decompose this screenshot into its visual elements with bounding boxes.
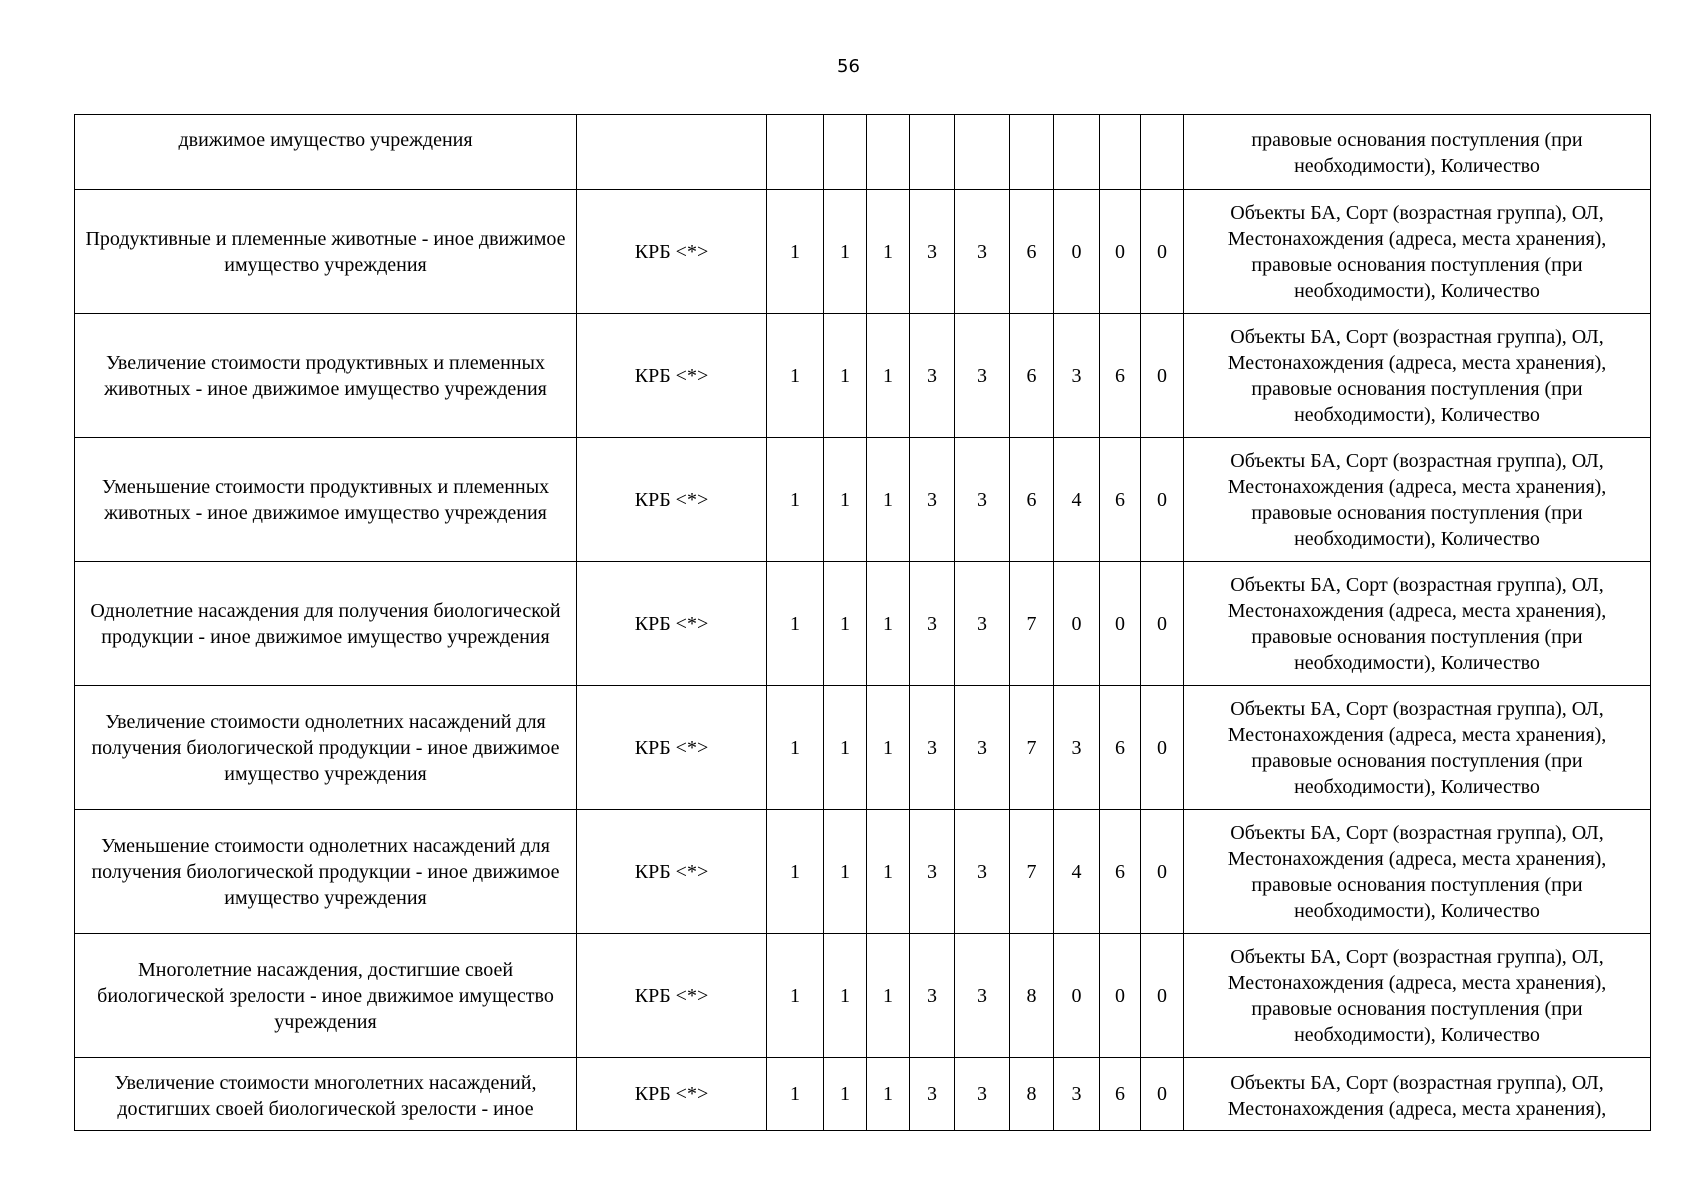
account-digit-cell: 7 — [1010, 562, 1054, 686]
table-row — [75, 810, 1651, 934]
page-number: 56 — [837, 56, 860, 77]
account-digit-cell — [955, 115, 1010, 190]
account-digit-cell: 0 — [1141, 810, 1184, 934]
account-digit-cell: 0 — [1054, 562, 1100, 686]
account-digit-cell: 1 — [767, 562, 824, 686]
account-digit-cell: 4 — [1054, 438, 1100, 562]
code-cell: КРБ <*> — [577, 934, 767, 1058]
account-digit-cell: 7 — [1010, 810, 1054, 934]
account-digit-cell: 7 — [1010, 686, 1054, 810]
account-digit-cell: 3 — [955, 810, 1010, 934]
account-digit-cell: 0 — [1141, 438, 1184, 562]
analytics-attributes-cell: Объекты БА, Сорт (возрастная группа), ОЛ, Местонахождения (адреса, места хранения), правовые основания поступления (при необходимости), Количество — [1184, 686, 1651, 810]
account-digit-cell: 3 — [910, 562, 955, 686]
account-digit-cell: 1 — [867, 1058, 910, 1131]
account-digit-cell: 0 — [1141, 686, 1184, 810]
account-digit-cell: 6 — [1010, 190, 1054, 314]
analytics-attributes-cell: Объекты БА, Сорт (возрастная группа), ОЛ, Местонахождения (адреса, места хранения), правовые основания поступления (при необходимости), Количество — [1184, 810, 1651, 934]
table-row — [75, 686, 1651, 810]
account-digit-cell: 1 — [824, 562, 867, 686]
analytics-attributes-cell: Объекты БА, Сорт (возрастная группа), ОЛ, Местонахождения (адреса, места хранения), — [1184, 1058, 1651, 1131]
account-digit-cell: 3 — [1054, 1058, 1100, 1131]
account-digit-cell — [1054, 115, 1100, 190]
account-digit-cell: 1 — [824, 934, 867, 1058]
account-digit-cell — [867, 115, 910, 190]
account-digit-cell — [824, 115, 867, 190]
account-name-cell: Увеличение стоимости однолетних насаждений для получения биологической продукции - иное движимое имущество учреждения — [75, 686, 577, 810]
account-digit-cell: 0 — [1141, 934, 1184, 1058]
account-digit-cell — [910, 115, 955, 190]
account-digit-cell: 3 — [910, 810, 955, 934]
account-name-cell: Продуктивные и племенные животные - иное движимое имущество учреждения — [75, 190, 577, 314]
account-digit-cell: 6 — [1100, 686, 1141, 810]
account-digit-cell: 3 — [955, 1058, 1010, 1131]
account-digit-cell: 3 — [955, 314, 1010, 438]
account-name-cell: Уменьшение стоимости однолетних насаждений для получения биологической продукции - иное движимое имущество учреждения — [75, 810, 577, 934]
code-cell: КРБ <*> — [577, 562, 767, 686]
table-row — [75, 438, 1651, 562]
account-digit-cell: 3 — [1054, 686, 1100, 810]
account-digit-cell: 1 — [867, 934, 910, 1058]
account-name-cell: Увеличение стоимости продуктивных и племенных животных - иное движимое имущество учреждения — [75, 314, 577, 438]
account-digit-cell: 1 — [824, 190, 867, 314]
account-digit-cell: 0 — [1141, 1058, 1184, 1131]
account-digit-cell: 0 — [1141, 190, 1184, 314]
account-digit-cell: 1 — [824, 810, 867, 934]
account-digit-cell: 0 — [1141, 314, 1184, 438]
account-digit-cell: 1 — [767, 438, 824, 562]
account-name-cell: движимое имущество учреждения — [75, 115, 577, 190]
account-digit-cell: 1 — [824, 314, 867, 438]
account-digit-cell: 3 — [1054, 314, 1100, 438]
account-digit-cell: 3 — [955, 562, 1010, 686]
account-digit-cell: 0 — [1100, 934, 1141, 1058]
account-digit-cell: 3 — [955, 686, 1010, 810]
account-digit-cell: 3 — [955, 190, 1010, 314]
account-digit-cell: 1 — [867, 438, 910, 562]
analytics-attributes-cell: Объекты БА, Сорт (возрастная группа), ОЛ, Местонахождения (адреса, места хранения), правовые основания поступления (при необходимости), Количество — [1184, 314, 1651, 438]
account-digit-cell: 3 — [955, 934, 1010, 1058]
account-digit-cell: 3 — [910, 438, 955, 562]
account-digit-cell: 8 — [1010, 1058, 1054, 1131]
account-digit-cell — [767, 115, 824, 190]
table-row — [75, 314, 1651, 438]
table-row — [75, 115, 1651, 190]
account-digit-cell: 0 — [1054, 934, 1100, 1058]
account-digit-cell: 3 — [910, 314, 955, 438]
account-digit-cell: 1 — [767, 686, 824, 810]
analytics-attributes-cell: Объекты БА, Сорт (возрастная группа), ОЛ, Местонахождения (адреса, места хранения), правовые основания поступления (при необходимости), Количество — [1184, 934, 1651, 1058]
account-digit-cell — [1100, 115, 1141, 190]
account-digit-cell — [1141, 115, 1184, 190]
table-row — [75, 1058, 1651, 1131]
code-cell: КРБ <*> — [577, 686, 767, 810]
table-row — [75, 934, 1651, 1058]
code-cell: КРБ <*> — [577, 314, 767, 438]
code-cell — [577, 115, 767, 190]
account-digit-cell: 0 — [1141, 562, 1184, 686]
account-digit-cell: 0 — [1100, 562, 1141, 686]
account-digit-cell: 1 — [767, 190, 824, 314]
account-digit-cell: 1 — [867, 562, 910, 686]
account-digit-cell: 1 — [867, 686, 910, 810]
account-digit-cell: 1 — [824, 1058, 867, 1131]
account-digit-cell: 6 — [1100, 810, 1141, 934]
account-digit-cell: 6 — [1100, 438, 1141, 562]
account-name-cell: Многолетние насаждения, достигшие своей биологической зрелости - иное движимое имущество учреждения — [75, 934, 577, 1058]
account-digit-cell: 0 — [1100, 190, 1141, 314]
account-digit-cell: 6 — [1100, 1058, 1141, 1131]
accounts-table — [74, 114, 1651, 1131]
account-digit-cell: 1 — [867, 810, 910, 934]
account-digit-cell: 1 — [867, 314, 910, 438]
account-digit-cell: 4 — [1054, 810, 1100, 934]
account-digit-cell: 1 — [767, 314, 824, 438]
code-cell: КРБ <*> — [577, 190, 767, 314]
analytics-attributes-cell: Объекты БА, Сорт (возрастная группа), ОЛ, Местонахождения (адреса, места хранения), правовые основания поступления (при необходимости), Количество — [1184, 190, 1651, 314]
account-digit-cell: 1 — [767, 1058, 824, 1131]
account-digit-cell: 1 — [867, 190, 910, 314]
account-digit-cell: 1 — [824, 686, 867, 810]
account-digit-cell: 1 — [767, 934, 824, 1058]
account-digit-cell: 6 — [1100, 314, 1141, 438]
account-name-cell: Увеличение стоимости многолетних насаждений, достигших своей биологической зрелости - иное — [75, 1058, 577, 1131]
account-digit-cell: 0 — [1054, 190, 1100, 314]
analytics-attributes-cell: Объекты БА, Сорт (возрастная группа), ОЛ, Местонахождения (адреса, места хранения), правовые основания поступления (при необходимости), Количество — [1184, 438, 1651, 562]
account-digit-cell: 3 — [955, 438, 1010, 562]
account-digit-cell: 8 — [1010, 934, 1054, 1058]
code-cell: КРБ <*> — [577, 1058, 767, 1131]
account-digit-cell: 6 — [1010, 438, 1054, 562]
account-digit-cell: 6 — [1010, 314, 1054, 438]
table-row — [75, 190, 1651, 314]
account-digit-cell — [1010, 115, 1054, 190]
account-name-cell: Уменьшение стоимости продуктивных и племенных животных - иное движимое имущество учреждения — [75, 438, 577, 562]
account-name-cell: Однолетние насаждения для получения биологической продукции - иное движимое имущество учреждения — [75, 562, 577, 686]
account-digit-cell: 3 — [910, 190, 955, 314]
account-digit-cell: 3 — [910, 1058, 955, 1131]
account-digit-cell: 1 — [824, 438, 867, 562]
table-row — [75, 562, 1651, 686]
analytics-attributes-cell: правовые основания поступления (при необходимости), Количество — [1184, 115, 1651, 190]
account-digit-cell: 3 — [910, 686, 955, 810]
account-digit-cell: 1 — [767, 810, 824, 934]
account-digit-cell: 3 — [910, 934, 955, 1058]
code-cell: КРБ <*> — [577, 810, 767, 934]
analytics-attributes-cell: Объекты БА, Сорт (возрастная группа), ОЛ, Местонахождения (адреса, места хранения), правовые основания поступления (при необходимости), Количество — [1184, 562, 1651, 686]
code-cell: КРБ <*> — [577, 438, 767, 562]
